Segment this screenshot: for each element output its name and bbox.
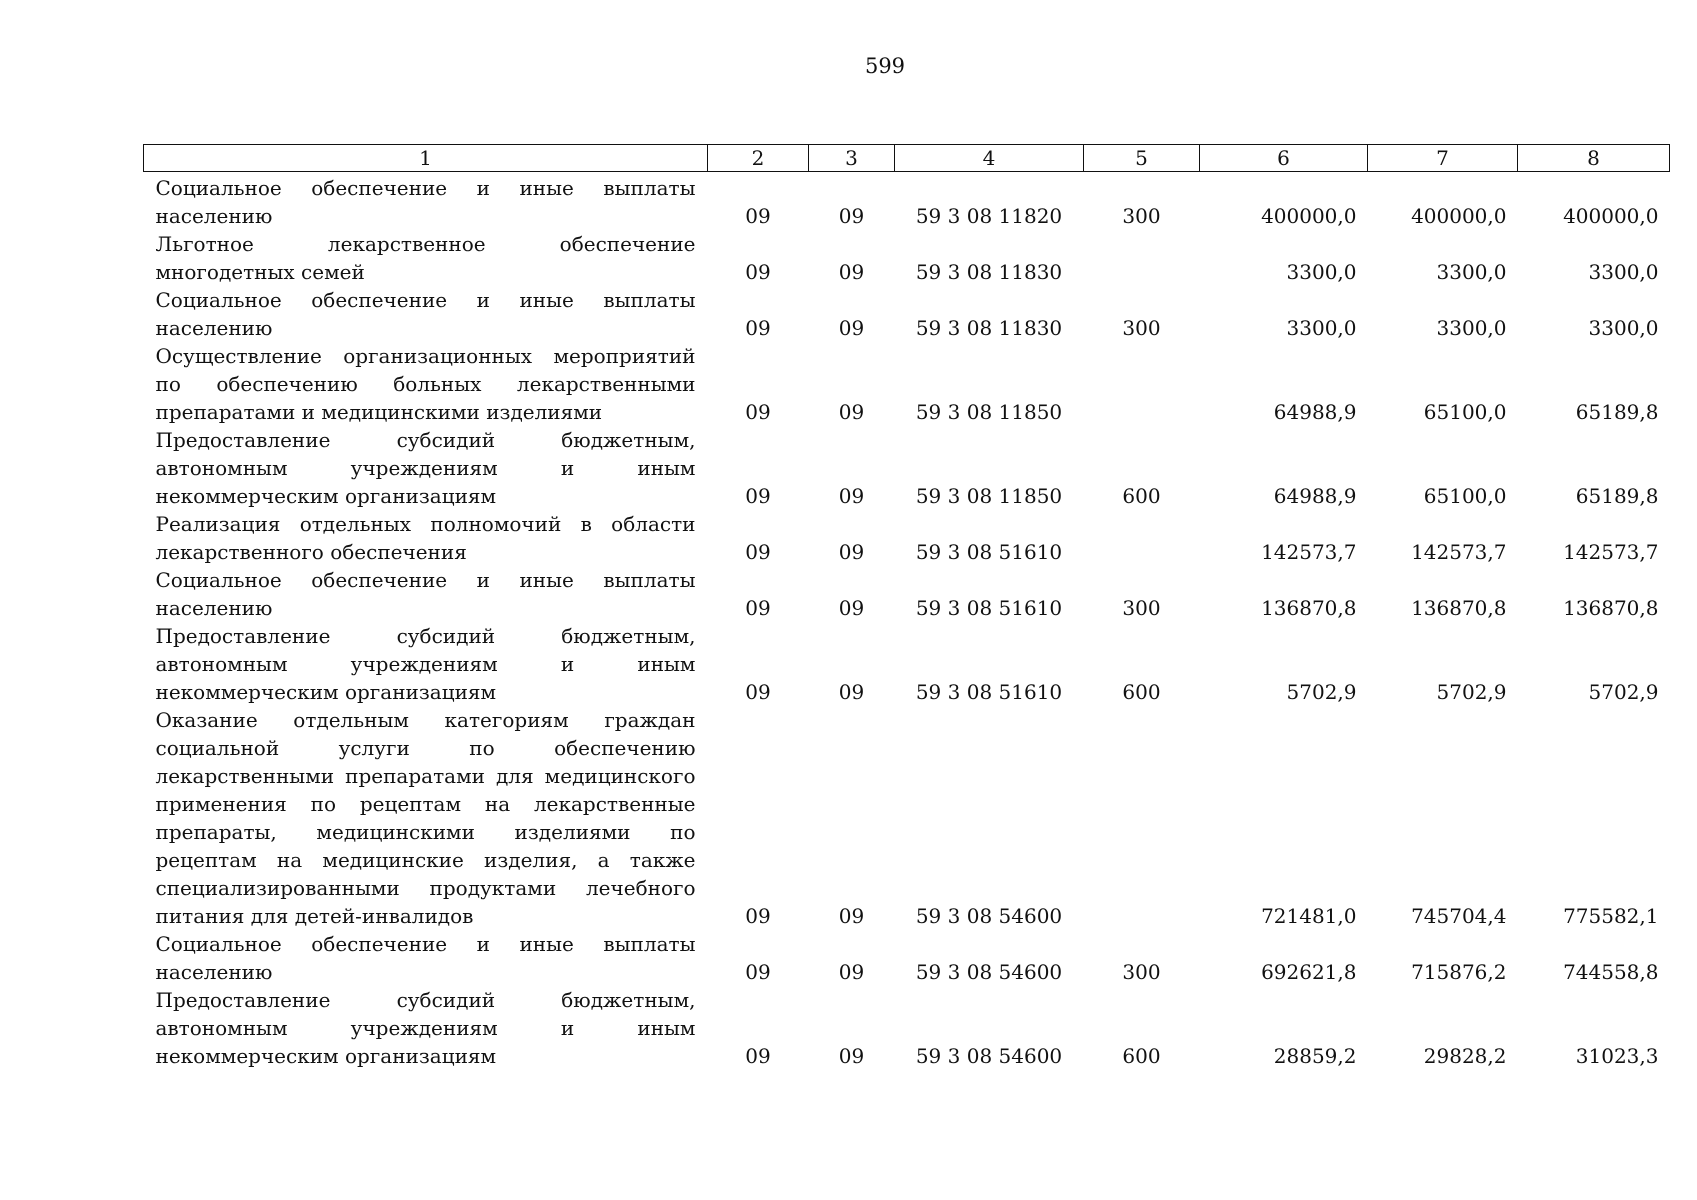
amount-year-1: 64988,9 [1273, 484, 1357, 508]
amount-year-3: 744558,8 [1563, 960, 1659, 984]
expense-type-code: 600 [1122, 484, 1161, 508]
target-article-code: 59 3 08 11820 [915, 204, 1063, 228]
subsection-code: 09 [838, 904, 865, 928]
amount-year-1: 64988,9 [1273, 400, 1357, 424]
subsection-code: 09 [838, 960, 865, 984]
target-article-code: 59 3 08 51610 [915, 680, 1063, 704]
expense-type-code: 300 [1122, 960, 1161, 984]
expense-name: Предоставление субсидий бюджетным, автономным учреждениям и иным некоммерческим организациям [155, 428, 696, 508]
expense-name: Реализация отдельных полномочий в области лекарственного обеспечения [155, 512, 696, 564]
amount-year-1: 400000,0 [1261, 204, 1357, 228]
expense-type-code: 600 [1122, 1044, 1161, 1068]
target-article-code: 59 3 08 54600 [915, 960, 1063, 984]
amount-year-1: 136870,8 [1261, 596, 1357, 620]
amount-year-3: 5702,9 [1588, 680, 1659, 704]
page-number: 599 [864, 54, 906, 78]
amount-year-2: 136870,8 [1411, 596, 1507, 620]
amount-year-3: 3300,0 [1588, 316, 1659, 340]
expense-type-code [1084, 510, 1200, 566]
amount-year-3: 3300,0 [1588, 260, 1659, 284]
table-row [144, 342, 1670, 426]
section-code: 09 [745, 680, 771, 704]
amount-year-2: 142573,7 [1411, 540, 1507, 564]
subsection-code: 09 [838, 260, 865, 284]
expense-name: Социальное обеспечение и иные выплаты населению [155, 932, 696, 984]
column-header: 6 [1200, 145, 1368, 172]
section-code: 09 [745, 260, 771, 284]
expense-name: Предоставление субсидий бюджетным, автономным учреждениям и иным некоммерческим организациям [155, 624, 696, 704]
amount-year-3: 31023,3 [1575, 1044, 1659, 1068]
budget-table [143, 144, 1670, 1070]
expense-name: Предоставление субсидий бюджетным, автономным учреждениям и иным некоммерческим организациям [155, 988, 696, 1068]
amount-year-2: 5702,9 [1436, 680, 1507, 704]
section-code: 09 [745, 316, 771, 340]
amount-year-3: 65189,8 [1575, 484, 1659, 508]
amount-year-3: 136870,8 [1563, 596, 1659, 620]
amount-year-1: 3300,0 [1286, 260, 1357, 284]
column-header: 5 [1084, 145, 1200, 172]
amount-year-3: 142573,7 [1563, 540, 1659, 564]
subsection-code: 09 [838, 400, 865, 424]
amount-year-1: 142573,7 [1261, 540, 1357, 564]
section-code: 09 [745, 596, 771, 620]
table-row [144, 566, 1670, 622]
table-row [144, 510, 1670, 566]
expense-name: Социальное обеспечение и иные выплаты населению [155, 176, 696, 228]
amount-year-1: 3300,0 [1286, 316, 1357, 340]
expense-name: Льготное лекарственное обеспечение многодетных семей [155, 232, 696, 284]
table-row [144, 930, 1670, 986]
amount-year-2: 65100,0 [1423, 400, 1507, 424]
amount-year-2: 745704,4 [1411, 904, 1507, 928]
subsection-code: 09 [838, 204, 865, 228]
table-row [144, 706, 1670, 930]
target-article-code: 59 3 08 54600 [915, 1044, 1063, 1068]
target-article-code: 59 3 08 51610 [915, 540, 1063, 564]
expense-name: Социальное обеспечение и иные выплаты населению [155, 288, 696, 340]
amount-year-2: 29828,2 [1423, 1044, 1507, 1068]
section-code: 09 [745, 204, 771, 228]
table-row [144, 986, 1670, 1070]
section-code: 09 [745, 484, 771, 508]
target-article-code: 59 3 08 11850 [915, 484, 1063, 508]
column-header: 4 [895, 145, 1084, 172]
subsection-code: 09 [838, 316, 865, 340]
amount-year-2: 3300,0 [1436, 260, 1507, 284]
table-row [144, 622, 1670, 706]
target-article-code: 59 3 08 11830 [915, 316, 1063, 340]
expense-type-code: 300 [1122, 316, 1161, 340]
subsection-code: 09 [838, 540, 865, 564]
subsection-code: 09 [838, 484, 865, 508]
amount-year-1: 5702,9 [1286, 680, 1357, 704]
expense-name: Оказание отдельным категориям граждан социальной услуги по обеспечению лекарственными препаратами для медицинского применения по рецептам на лекарственные препараты, медицинскими изделиями по рецептам на медицинские изделия, а также специализированными продуктами лечебного питания для детей-инвалидов [155, 708, 696, 928]
expense-type-code: 300 [1122, 596, 1161, 620]
expense-type-code [1084, 706, 1200, 930]
table-header-row [144, 145, 1670, 172]
column-header: 3 [809, 145, 895, 172]
target-article-code: 59 3 08 54600 [915, 904, 1063, 928]
target-article-code: 59 3 08 11830 [915, 260, 1063, 284]
table-row [144, 172, 1670, 231]
section-code: 09 [745, 400, 771, 424]
expense-type-code: 600 [1122, 680, 1161, 704]
subsection-code: 09 [838, 1044, 865, 1068]
expense-name: Социальное обеспечение и иные выплаты населению [155, 568, 696, 620]
amount-year-2: 65100,0 [1423, 484, 1507, 508]
column-header: 8 [1518, 145, 1670, 172]
section-code: 09 [745, 540, 771, 564]
amount-year-1: 28859,2 [1273, 1044, 1357, 1068]
target-article-code: 59 3 08 11850 [915, 400, 1063, 424]
expense-type-code [1084, 230, 1200, 286]
table-row [144, 426, 1670, 510]
amount-year-1: 721481,0 [1261, 904, 1357, 928]
column-header: 7 [1368, 145, 1518, 172]
subsection-code: 09 [838, 596, 865, 620]
section-code: 09 [745, 960, 771, 984]
amount-year-3: 775582,1 [1563, 904, 1659, 928]
expense-type-code: 300 [1122, 204, 1161, 228]
amount-year-1: 692621,8 [1261, 960, 1357, 984]
column-header: 1 [144, 145, 708, 172]
column-header: 2 [708, 145, 809, 172]
expense-type-code [1084, 342, 1200, 426]
subsection-code: 09 [838, 680, 865, 704]
table-row [144, 286, 1670, 342]
amount-year-3: 400000,0 [1563, 204, 1659, 228]
section-code: 09 [745, 904, 771, 928]
amount-year-2: 3300,0 [1436, 316, 1507, 340]
amount-year-2: 715876,2 [1411, 960, 1507, 984]
amount-year-2: 400000,0 [1411, 204, 1507, 228]
section-code: 09 [745, 1044, 771, 1068]
table-row [144, 230, 1670, 286]
amount-year-3: 65189,8 [1575, 400, 1659, 424]
target-article-code: 59 3 08 51610 [915, 596, 1063, 620]
expense-name: Осуществление организационных мероприятий по обеспечению больных лекарственными препаратами и медицинскими изделиями [155, 344, 696, 424]
